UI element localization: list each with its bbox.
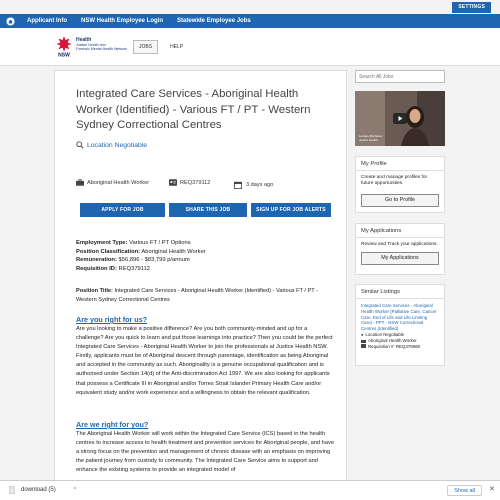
similar-listing-requisition [361,344,439,350]
fact-row [76,265,206,274]
map-pin-icon: ● [361,331,364,337]
play-icon[interactable] [393,111,407,129]
similar-listing [356,299,444,353]
fact-label: Employment Type: [76,240,128,246]
section-text-right-for-us: Are you looking to make a positive difference? Are you both community-minded and up for a challenge? Are you quick to learn and put those learnings into practice? Then you could be the perfect Integrated Care Services - Aboriginal Health Worker to join the professionals at Justice Health NSW. Firstly, applicants must be of Aboriginal descent through parentage, identification as being Aboriginal and accepted in the community as such. Aboriginality is a genuine occupational qualification and is authorised under Section 14(d) of the Anti-discrimination Act 1997. We are also looking for applicants that possess a Certificate III in Aboriginal and/or Torres Strait Islander Primary Health Care and/or equivalent study and/or work experience and a willingness to obtain the relevant qualification. [76,326,333,396]
fact-value: Various FT / PT Options [129,240,191,246]
job-category [76,179,149,186]
fact-row [76,256,206,265]
file-icon [9,486,15,494]
job-facts [76,239,206,273]
job-category-text: Aboriginal Health Worker [87,179,150,186]
menu-jobs[interactable]: JOBS [133,40,158,54]
top-nav-bar [0,14,500,28]
briefcase-icon [361,339,366,343]
download-item-name: download (5) [21,487,56,493]
video-caption-org: Justice Health [359,138,378,142]
logo-line-1: Justice Health and [76,42,106,47]
video-caption [359,134,383,142]
search-jobs-input[interactable] [355,70,445,83]
fact-label: Requisition ID: [76,265,117,272]
section-heading-right-for-you: Are we right for you? [76,420,149,429]
id-card-icon [361,344,366,348]
job-action-buttons [80,203,335,217]
job-alerts-button[interactable]: SIGN UP FOR JOB ALERTS [251,203,331,217]
similar-listing-requisition-text: Requisition #: REQ376968 [368,343,420,349]
nav-link-applicant-info[interactable]: Applicant Info [27,18,67,24]
job-location-text: Location Negotiable [87,141,148,149]
header-menu [133,40,195,54]
search-location-icon [76,141,84,149]
video-thumbnail[interactable] [355,91,445,146]
position-title [76,287,328,305]
logo-title: Health [76,37,92,43]
id-card-icon [169,179,177,186]
site-header [0,28,500,66]
job-requisition-text: REQ379112 [180,179,211,186]
briefcase-icon [76,179,84,186]
fact-label: Position Classification: [76,248,141,255]
my-applications-card [355,223,445,275]
fact-label: Remuneration: [76,257,117,264]
my-profile-text: Create and manage profiles for future opportunities. [361,175,428,187]
position-title-label: Position Title: [76,288,113,294]
similar-listings-card [355,284,445,366]
job-title: Integrated Care Services - Aboriginal Health Worker (Identified) - Various FT / PT - Western Sydney Correctional Centres [76,88,311,132]
nav-link-statewide-jobs[interactable]: Statewide Employee Jobs [177,18,251,24]
chevron-up-icon[interactable]: ^ [73,487,77,493]
fact-value: $56,896 - $83,799 p/annum [118,257,190,264]
go-to-profile-button[interactable]: Go to Profile [361,194,439,207]
nav-link-employee-login[interactable]: NSW Health Employee Login [81,18,164,24]
my-applications-button[interactable]: My Applications [361,252,439,265]
logo-text [76,38,136,52]
section-text-right-for-you: The Aboriginal Health Worker will work within the Integrated Care Service (ICS) based in the health centres to increase access to health treatment and prevention services for Aboriginal people, and have a strong focus on the prevention and management of chronic disease with an emphasis on improving the patient journey from custody to community. The Integrated Care Service aims to support and enhance the existing systems to provide an integrated model of [76,431,334,474]
my-profile-card [355,156,445,213]
calendar-icon [234,181,242,189]
show-all-button[interactable]: Show all [447,485,482,496]
similar-listing-link[interactable]: Integrated Care Services - Aboriginal Health Worker (Palliative Care, Cancer Care, End of Life and Life Limiting Care) - PPT - NSW Correctional Centres (Identified) [361,303,437,332]
fact-row [76,248,206,257]
job-posted-text: 3 days ago [246,182,274,188]
nsw-logo[interactable] [54,35,74,57]
apply-button[interactable]: APPLY FOR JOB [80,203,165,217]
top-strip [0,0,500,14]
job-location [76,141,147,149]
download-item[interactable] [9,486,76,494]
job-posted [234,181,273,189]
job-details-panel [54,70,347,488]
fact-value: Aboriginal Health Worker [141,248,206,255]
job-meta [76,179,336,191]
similar-listing-category-text: Aboriginal Health Worker [368,337,417,343]
close-icon[interactable]: ✕ [489,486,495,493]
job-requisition [169,179,210,186]
settings-button[interactable]: SETTINGS [452,2,491,13]
video-caption-name: Lenape Bocharev [359,134,383,138]
similar-listings-heading: Similar Listings [356,285,444,299]
my-applications-text: Review and Track your applications. [361,242,438,247]
position-title-value: Integrated Care Services - Aboriginal Health Worker (Identified) - Various FT / PT - Western Sydney Correctional Centres [76,288,318,303]
similar-listing-location-text: Location Negotiable [365,331,405,337]
home-icon[interactable] [5,16,15,26]
fact-value: REQ379112 [118,265,151,272]
section-heading-right-for-us: Are you right for us? [76,315,148,324]
my-applications-heading: My Applications [356,224,444,238]
logo-line-2: Forensic Mental Health Network [76,47,128,52]
share-button[interactable]: SHARE THIS JOB [169,203,247,217]
fact-row [76,239,206,248]
download-bar [0,480,500,500]
my-profile-heading: My Profile [356,157,444,171]
svg-text:NSW: NSW [58,52,70,57]
menu-help[interactable]: HELP [170,44,184,50]
